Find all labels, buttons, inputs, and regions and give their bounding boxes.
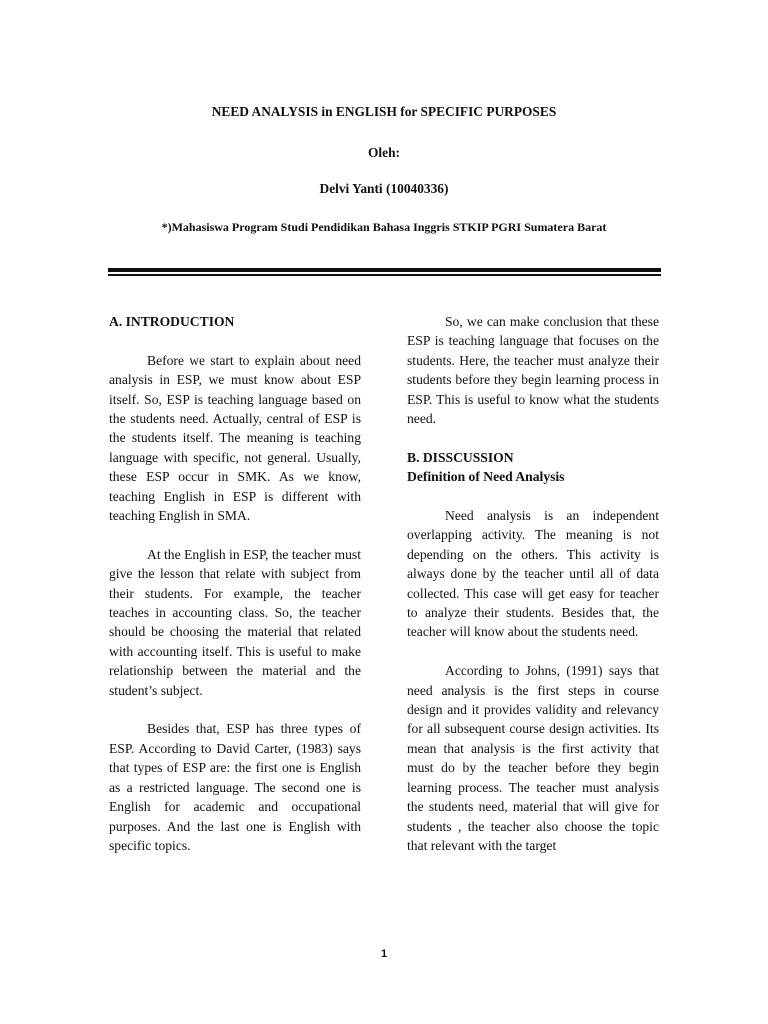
by-label: Oleh: bbox=[368, 145, 400, 160]
header-divider-thick bbox=[108, 268, 661, 272]
subsection-heading: Definition of Need Analysis bbox=[407, 469, 565, 485]
page-number: 1 bbox=[380, 948, 388, 960]
paper-title: NEED ANALYSIS in ENGLISH for SPECIFIC PURPOSES bbox=[211, 104, 557, 119]
paragraph: Before we start to explain about need analysis in ESP, we must know about ESP itself. So, ESP is teaching language based on the students need. Actually, central of ESP is the students itself. The meaning is teaching language with specific, not general. Usually, these ESP occur in SMK. As we know, teaching English in ESP is different with teaching English in SMA. bbox=[109, 352, 361, 524]
author-affiliation: *)Mahasiswa Program Studi Pendidikan Bahasa Inggris STKIP PGRI Sumatera Barat bbox=[161, 220, 607, 234]
paragraph: According to Johns, (1991) says that need analysis is the first steps in course design and it provides validity and relevancy for all subsequent course design activities. Its mean that analysis is the first activity that must do by the teacher before they begin learning process. The teacher must analysis the students need, material that will give for students , the teacher also choose the topic that relevant with the target bbox=[407, 663, 659, 853]
section-heading-discussion: B. DISSCUSSION bbox=[407, 449, 514, 465]
paragraph: At the English in ESP, the teacher must give the lesson that relate with subject from their students. For example, the teacher teaches in accounting class. So, the teacher should be choosing the material that related with accounting itself. This is useful to make relationship between the material and the student’s subject. bbox=[109, 546, 361, 698]
paragraph: Need analysis is an independent overlapping activity. The meaning is not depending on the others. This activity is always done by the teacher until all of data collected. This case will get easy for teacher to analyze their students. Besides that, the teacher will know about the students need. bbox=[407, 508, 659, 640]
right-column bbox=[407, 312, 659, 855]
author-name: Delvi Yanti (10040336) bbox=[319, 181, 449, 196]
header-divider-thin bbox=[108, 274, 661, 276]
left-column bbox=[109, 312, 361, 855]
paragraph: So, we can make conclusion that these ESP is teaching language that focuses on the students. Here, the teacher must analyze their students before they begin learning process in ESP. This is useful to know what the students need. bbox=[407, 314, 659, 427]
section-heading-introduction: A. INTRODUCTION bbox=[109, 314, 235, 329]
paragraph: Besides that, ESP has three types of ESP. According to David Carter, (1983) says that types of ESP are: the first one is English as a restricted language. The second one is English for academic and occupational purposes. And the last one is English with specific topics. bbox=[109, 721, 361, 853]
